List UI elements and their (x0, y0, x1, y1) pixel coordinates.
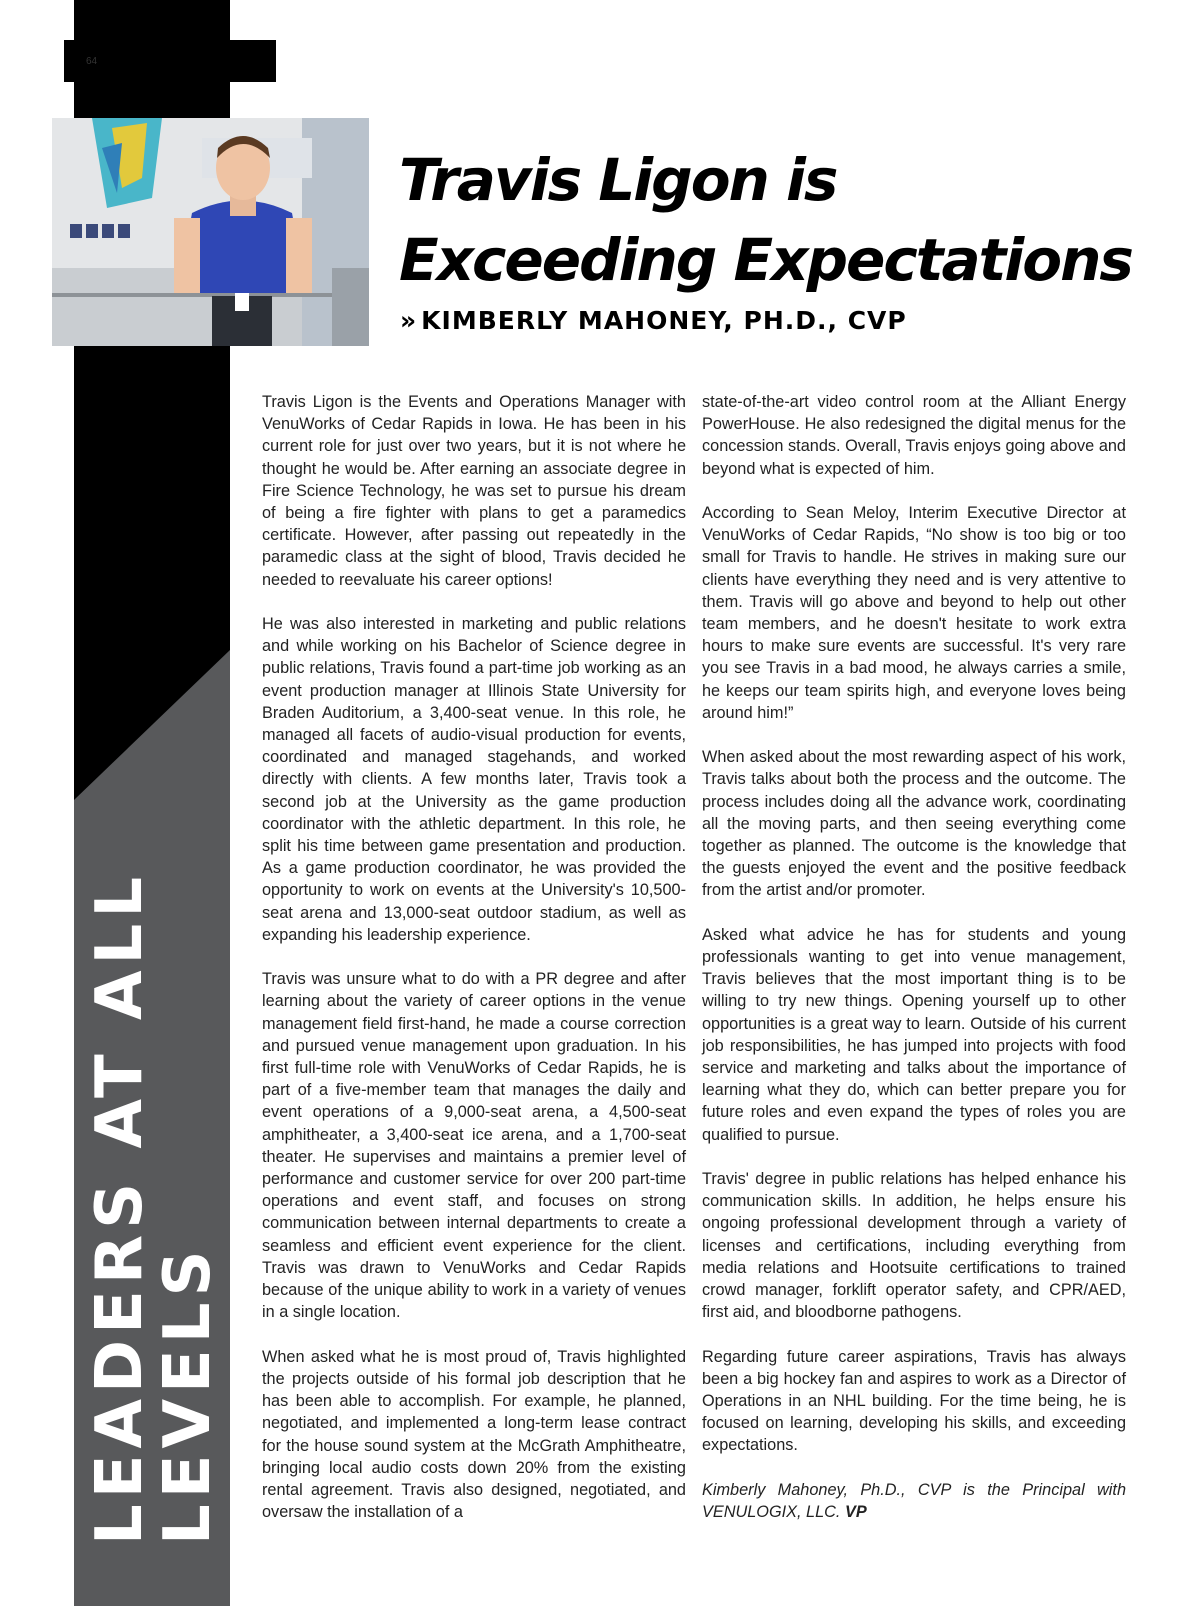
portrait-photo (52, 118, 369, 346)
section-vertical-title (83, 845, 225, 1545)
paragraph: Travis' degree in public relations has helped enhance his communication skills. In addition, he helps ensure his ongoing professional development through a variety of licenses and certifications, including everything from media relations and Hootsuite certifications to trained crowd manager, forklift operator safety, and CPR/AED, first aid, and bloodborne pathogens. (702, 1170, 1126, 1322)
article-column-left (262, 391, 686, 1546)
paragraph: Asked what advice he has for students and young professionals wanting to get into venue management, Travis believes that the most important thing is to be willing to try new things. Opening yourself up to other opportunities is a great way to learn. Outside of his current job responsibilities, he has jumped into projects with food service and marketing and talks about the importance of learning what they do, which can better prepare you for future roles and even expand the types of roles you are qualified to pursue. (702, 925, 1126, 1144)
author-credit: Kimberly Mahoney, Ph.D., CVP is the Principal with VENULOGIX, LLC. (702, 1480, 1126, 1522)
paragraph: He was also interested in marketing and public relations and while working on his Bachelor of Science degree in public relations, Travis found a part-time job working as an event production manager at Illinois State University for Braden Auditorium, a 3,400-seat venue. In this role, he managed all facets of audio-visual production for events, coordinated and managed stagehands, and worked directly with clients. A few months later, Travis took a second job at the University as the game production coordinator with the athletic department. In this role, he split his time between game presentation and production. As a game production coordinator, he was provided the opportunity to work on events at the University's 10,500-seat arena and 13,000-seat outdoor stadium, as well as expanding his leadership experience. (262, 615, 686, 944)
section-title-line1: LEADERS AT ALL (83, 870, 157, 1545)
page-number: 64 (86, 56, 98, 67)
byline-chevron-icon: » (400, 306, 418, 335)
byline (400, 306, 907, 335)
article-title: Travis Ligon is Exceeding Expectations (399, 146, 1132, 294)
paragraph: When asked what he is most proud of, Travis highlighted the projects outside of his formal job description that he has been able to accomplish. For example, he planned, negotiated, and implemented a long-term lease contract for the house sound system at the McGrath Amphitheatre, bringing local audio costs down 20% from the existing rental agreement. Travis also designed, negotiated, and oversaw the installation of a (262, 1347, 686, 1522)
author-credit-paragraph (702, 1479, 1126, 1523)
paragraph: Travis Ligon is the Events and Operations Manager with VenuWorks of Cedar Rapids in Iowa. He has been in his current role for just over two years, but it is not where he thought he would be. After earning an associate degree in Fire Science Technology, he was set to pursue his dream of being a fire fighter with plans to get a paramedics certificate. However, after passing out repeatedly in the paramedic class at the sight of blood, Travis decided he needed to reevaluate his career options! (262, 393, 686, 589)
paragraph: Regarding future career aspirations, Travis has always been a big hockey fan and aspires to work as a Director of Operations in an NHL building. For the time being, he is focused on learning, developing his skills, and exceeding expectations. (702, 1347, 1126, 1455)
article-column-right (702, 391, 1126, 1545)
byline-author: KIMBERLY MAHONEY, PH.D., CVP (421, 306, 907, 335)
paragraph: state-of-the-art video control room at the Alliant Energy PowerHouse. He also redesigned the digital menus for the concession stands. Overall, Travis enjoys going above and beyond what is expected of him. (702, 393, 1126, 478)
end-mark: VP (844, 1503, 867, 1522)
paragraph: When asked about the most rewarding aspect of his work, Travis talks about both the process and the outcome. The process includes doing all the advance work, coordinating all the moving parts, and then seeing everything come together as planned. The outcome is the knowledge that the guests enjoyed the event and the positive feedback from the artist and/or promoter. (702, 748, 1126, 900)
section-title-line2: LEVELS (151, 1244, 225, 1545)
paragraph: According to Sean Meloy, Interim Executive Director at VenuWorks of Cedar Rapids, “No show is too big or too small for Travis to handle. He strives in making sure our clients have everything they need and is very attentive to them. Travis will go above and beyond to help out other team members, and he doesn't hesitate to work extra hours to make sure events are successful. It's very rare you see Travis in a bad mood, he always carries a smile, he keeps our team spirits high, and everyone loves being around him!” (702, 504, 1126, 722)
portrait-illustration (52, 118, 369, 346)
paragraph: Travis was unsure what to do with a PR degree and after learning about the variety of career options in the venue management field first-hand, he made a course correction and pursued venue management upon graduation. In his first full-time role with VenuWorks of Cedar Rapids, he is part of a five-member team that manages the daily and event operations of a 9,000-seat arena, a 4,500-seat amphitheater, a 3,400-seat ice arena, and a 1,700-seat theater. He supervises and maintains a premier level of performance and customer service for over 200 part-time operations and event staff, and focuses on strong communication between internal departments to create a seamless and efficient event experience for the client. Travis was drawn to VenuWorks and Cedar Rapids because of the unique ability to work in a variety of venues in a single location. (262, 970, 686, 1322)
